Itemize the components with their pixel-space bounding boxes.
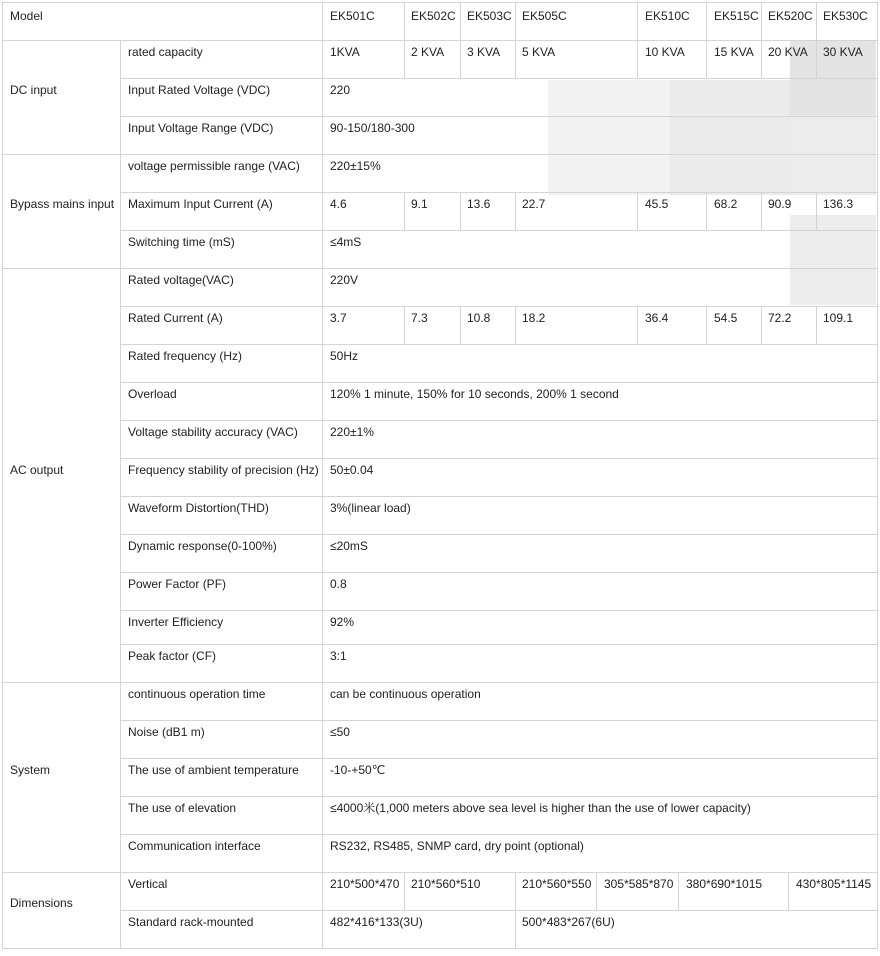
row-label: The use of elevation [128,801,237,815]
row-label: voltage permissible range (VAC) [128,159,300,173]
cell-voltage-stability: 220±1% [330,425,374,439]
header-model-ek510c: EK510C [645,9,690,23]
row-label: Dynamic response(0-100%) [128,539,277,553]
cell-vertical: 210*560*510 [411,877,481,891]
header-model-ek502c: EK502C [411,9,456,23]
cell-rated-current: 10.8 [467,311,491,325]
grid-line [816,192,817,230]
row-label: The use of ambient temperature [128,763,299,777]
cell-rated-capacity: 2 KVA [411,45,445,59]
cell-rated-capacity: 1KVA [330,45,360,59]
grid-line [404,872,405,910]
row-label: continuous operation time [128,687,266,701]
cell-dynamic-response: ≤20mS [330,539,368,553]
grid-line [120,496,878,497]
header-model-ek515c: EK515C [714,9,759,23]
cell-rated-capacity: 20 KVA [768,45,808,59]
cell-max-input-current: 13.6 [467,197,491,211]
grid-line [637,192,638,230]
grid-line [515,306,516,344]
group-dc-input: DC input [10,83,57,97]
background-shade [790,215,876,305]
cell-max-input-current: 4.6 [330,197,347,211]
grid-line [706,192,707,230]
cell-rated-current: 109.1 [823,311,854,325]
row-label: Frequency stability of precision (Hz) [128,463,319,477]
grid-line [120,116,878,117]
grid-line [2,40,878,41]
cell-max-input-current: 90.9 [768,197,792,211]
grid-line [515,40,516,78]
cell-rated-current: 3.7 [330,311,347,325]
grid-line [761,306,762,344]
cell-max-input-current: 22.7 [522,197,546,211]
grid-line [515,2,516,40]
cell-max-input-current: 136.3 [823,197,854,211]
row-label: rated capacity [128,45,203,59]
grid-line [120,796,878,797]
row-label: Rated Current (A) [128,311,223,325]
grid-line [706,40,707,78]
grid-line [460,306,461,344]
cell-rated-capacity: 5 KVA [522,45,556,59]
cell-rated-capacity: 3 KVA [467,45,501,59]
row-label: Overload [128,387,177,401]
grid-line [761,40,762,78]
cell-vertical: 305*585*870 [604,877,674,891]
header-model-ek501c: EK501C [330,9,375,23]
cell-rated-current: 18.2 [522,311,546,325]
grid-line [322,2,323,948]
row-label: Maximum Input Current (A) [128,197,273,211]
cell-voltage-permissible-range: 220±15% [330,159,381,173]
cell-input-rated-voltage: 220 [330,83,351,97]
cell-vertical: 210*500*470 [330,877,400,891]
grid-line [120,306,878,307]
cell-rated-frequency: 50Hz [330,349,359,363]
grid-line [2,154,878,155]
grid-line [404,40,405,78]
header-model-ek505c: EK505C [522,9,567,23]
grid-line [120,644,878,645]
row-label: Power Factor (PF) [128,577,227,591]
cell-peak-factor: 3:1 [330,649,347,663]
cell-switching-time: ≤4mS [330,235,362,249]
grid-line [404,306,405,344]
row-label: Peak factor (CF) [128,649,217,663]
row-label: Voltage stability accuracy (VAC) [128,425,298,439]
cell-power-factor: 0.8 [330,577,347,591]
cell-noise: ≤50 [330,725,350,739]
group-bypass-mains-input: Bypass mains input [10,197,115,211]
cell-vertical: 430*805*1145 [796,877,872,891]
group-ac-output: AC output [10,463,64,477]
grid-line [706,306,707,344]
grid-line [706,2,707,40]
cell-rated-capacity: 30 KVA [823,45,863,59]
background-shade [548,80,670,195]
row-label: Switching time (mS) [128,235,235,249]
grid-line [120,78,878,79]
grid-line [596,872,597,910]
grid-line [515,192,516,230]
background-shade [790,115,876,195]
cell-vertical: 380*690*1015 [686,877,763,891]
cell-max-input-current: 68.2 [714,197,738,211]
row-label: Inverter Efficiency [128,615,224,629]
grid-line [120,344,878,345]
grid-line [761,192,762,230]
grid-line [761,2,762,40]
grid-line [678,872,679,910]
header-model-ek530c: EK530C [823,9,868,23]
grid-line [120,834,878,835]
grid-line [460,192,461,230]
row-label: Rated frequency (Hz) [128,349,243,363]
grid-line [404,192,405,230]
cell-rated-capacity: 15 KVA [714,45,754,59]
grid-line [2,2,3,948]
cell-rack-mounted: 482*416*133(3U) [330,915,423,929]
grid-line [515,910,516,948]
grid-line [515,872,516,910]
cell-rated-current: 36.4 [645,311,669,325]
grid-line [120,192,878,193]
row-label: Standard rack-mounted [128,915,254,929]
grid-line [2,2,878,3]
row-label: Rated voltage(VAC) [128,273,234,287]
cell-overload: 120% 1 minute, 150% for 10 seconds, 200% 1 second [330,387,619,401]
grid-line [120,382,878,383]
grid-line [2,682,878,683]
grid-line [2,948,878,949]
grid-line [816,2,817,40]
row-label: Waveform Distortion(THD) [128,501,269,515]
row-label: Input Voltage Range (VDC) [128,121,274,135]
cell-rated-current: 72.2 [768,311,792,325]
header-model-ek520c: EK520C [768,9,813,23]
header-model-label: Model [10,9,43,23]
grid-line [120,572,878,573]
grid-line [816,306,817,344]
grid-line [404,2,405,40]
grid-line [637,40,638,78]
cell-max-input-current: 9.1 [411,197,428,211]
grid-line [2,268,878,269]
grid-line [120,910,878,911]
row-label: Communication interface [128,839,261,853]
cell-communication: RS232, RS485, SNMP card, dry point (optional) [330,839,584,853]
cell-waveform-distortion: 3%(linear load) [330,501,411,515]
grid-line [120,420,878,421]
grid-line [460,2,461,40]
grid-line [460,40,461,78]
grid-line [2,872,878,873]
cell-inverter-efficiency: 92% [330,615,355,629]
grid-line [120,40,121,948]
grid-line [637,2,638,40]
row-label: Noise (dB1 m) [128,725,205,739]
grid-line [120,230,878,231]
cell-rated-capacity: 10 KVA [645,45,685,59]
cell-rated-voltage: 220V [330,273,359,287]
cell-vertical: 210*560*550 [522,877,592,891]
cell-input-voltage-range: 90-150/180-300 [330,121,415,135]
grid-line [120,534,878,535]
grid-line [120,610,878,611]
group-system: System [10,763,51,777]
group-dimensions: Dimensions [10,896,73,910]
grid-line [637,306,638,344]
cell-rated-current: 7.3 [411,311,428,325]
cell-frequency-stability: 50±0.04 [330,463,374,477]
grid-line [788,872,789,910]
grid-line [120,758,878,759]
cell-continuous-operation: can be continuous operation [330,687,481,701]
cell-ambient-temperature: -10-+50℃ [330,763,386,777]
cell-max-input-current: 45.5 [645,197,669,211]
header-model-ek503c: EK503C [467,9,512,23]
cell-rack-mounted: 500*483*267(6U) [522,915,615,929]
grid-line [816,40,817,78]
grid-line [877,2,878,948]
row-label: Vertical [128,877,168,891]
cell-elevation: ≤4000米(1,000 meters above sea level is higher than the use of lower capacity) [330,801,751,815]
row-label: Input Rated Voltage (VDC) [128,83,271,97]
cell-rated-current: 54.5 [714,311,738,325]
background-shade [670,80,790,195]
grid-line [120,720,878,721]
grid-line [120,458,878,459]
